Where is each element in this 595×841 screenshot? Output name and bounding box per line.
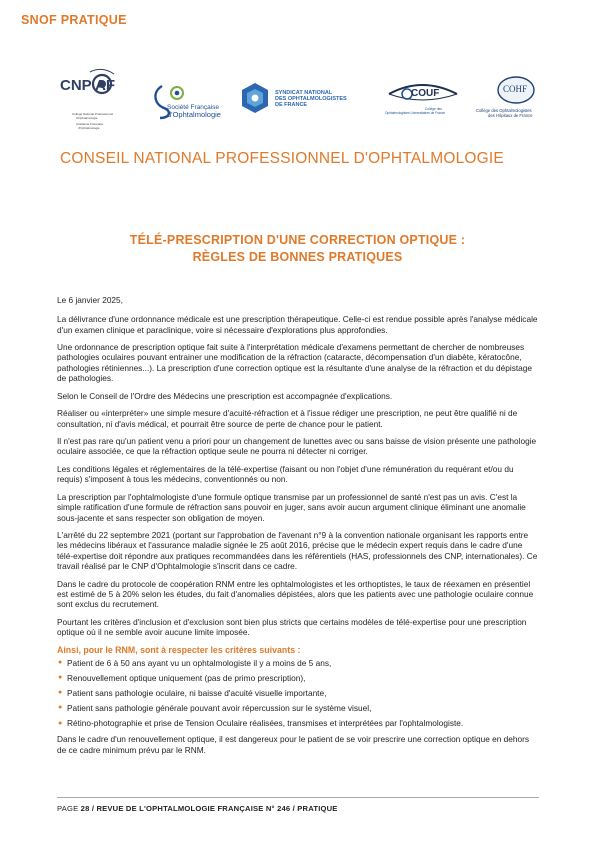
list-item — [57, 703, 539, 713]
paragraph: Il n'est pas rare qu'un patient venu a priori pour un changement de lunettes avec ou sans baisse de vision présente une pathologie oculaire associée, ce que la réfraction optique seule ne pourra ni détecter ni corriger. — [57, 436, 537, 457]
snof-hexagon-icon — [240, 82, 270, 114]
snof-line1: SYNDICAT NATIONAL — [275, 90, 333, 96]
cohf-line1: Collège des Ophtalmologistes — [476, 108, 532, 113]
sfo-line2: d'Ophtalmologie — [167, 110, 221, 119]
bullet-icon: ● — [58, 674, 63, 682]
cnp-line2: d'Ophtalmologie — [76, 116, 98, 120]
cohf-logo-name: COHF — [503, 84, 528, 94]
closing-paragraph: Dans le cadre d'un renouvellement optique, il est dangereux pour le patient de se voir prescrire une correction optique en dehors de ce cadre minimum prévu par le RNM. — [57, 734, 530, 755]
bullet-icon: ● — [58, 719, 63, 727]
cohf-logo-text — [476, 108, 560, 118]
paragraph: Dans le cadre du protocole de coopération RNM entre les ophtalmologistes et les orthoptistes, le taux de réexamen en présentiel est estimé de 5 à 20% selon les études, du fait d'anomalies dépistées, alors que les patients avec une pathologie oculaire connue sont exclus du recrutement. — [57, 578, 534, 610]
paragraph: Une ordonnance de prescription optique fait suite à l'interprétation médicale d'examens permettant de chercher de nombreuses pathologies oculaires pouvant entrainer une modification de la réfraction (cataracte, décompensation d'un diabète, kératocône, pathologies rétiniennes...). La prescription d'une correction optique est la résultante d'une analyse de la réfraction et du dépistage de pathologies. — [57, 342, 533, 384]
page-title: CONSEIL NATIONAL PROFESSIONNEL D'OPHTALMOLOGIE — [60, 150, 504, 167]
top-bar — [0, 0, 595, 40]
criterion-text: Rétino-photographie et prise de Tension Oculaire réalisées, transmises et interprétées par l'ophtalmologiste. — [67, 718, 464, 729]
sfo-logo — [150, 82, 230, 122]
cohf-line2: des Hôpitaux de France — [488, 113, 533, 118]
paragraph: Réaliser ou «interpréter» une simple mesure d'acuité-réfraction et à l'issue rédiger une prescription, ne peut être qualifié ni de consultation, ni d'avis médical, et pourrait être source de perte de chance pour le patient. — [57, 408, 518, 429]
footer-page-label: PAGE — [57, 804, 79, 813]
snof-logo-text — [275, 90, 347, 108]
sfo-logo-text — [167, 104, 221, 118]
bullet-icon: ● — [58, 659, 63, 667]
criterion-text: Renouvellement optique uniquement (pas de primo prescription), — [67, 672, 306, 683]
couf-line2: Ophtalmologistes Universitaires de France — [385, 111, 446, 115]
criterion-text: Patient sans pathologie oculaire, ni baisse d'acuité visuelle importante, — [67, 687, 327, 698]
logo-row — [0, 68, 595, 138]
footer-journal: / REVUE DE L'OPHTALMOLOGIE FRANÇAISE N° 246 / PRATIQUE — [91, 804, 338, 813]
paragraph: Les conditions légales et réglementaires de la télé-expertise (faisant ou non l'objet d'une rémunération du requérant et/ou du requis) s'imposent à tous les médecins, conventionnés ou non. — [57, 464, 514, 485]
subtitle-line2: RÈGLES DE BONNES PRATIQUES — [192, 249, 403, 264]
criterion-text: Patient de 6 à 50 ans ayant vu un ophtalmologiste il y a moins de 5 ans, — [67, 657, 332, 668]
paragraph: La prescription par l'ophtalmologiste d'une formule optique transmise par un professionnel de santé n'est pas un avis. C'est la simple ratification d'une formule de réfraction sans pouvoir en juger, sans avoir aucun argument clinique éliminant une anomalie sous-jacente et sans respecter son obligation de moyen. — [57, 491, 526, 523]
section-tag: SNOF PRATIQUE — [21, 13, 127, 27]
list-item — [57, 688, 539, 698]
paragraph: La délivrance d'une ordonnance médicale est une prescription thérapeutique. Celle-ci est rendue possible après l'analyse médicale d'un examen clinique et paraclinique, voire si nécessaire d'explorations plus approfondies. — [57, 314, 538, 335]
couf-logo-text — [385, 107, 465, 115]
snof-line3: DE FRANCE — [275, 102, 308, 108]
article-subtitle — [0, 232, 595, 265]
cnp-af-logo — [58, 68, 118, 136]
cnp-logo-name: CNP AF — [60, 77, 116, 94]
paragraph: L'arrêté du 22 septembre 2021 (portant sur l'approbation de l'avenant n°9 à la convention nationale organisant les rapports entre les médecins libéraux et l'assurance maladie signée le 25 août 2016, précise que le médecin expert requis dans le cadre d'une télé-expertise doit répondre aux pratiques recommandées dans les référentiels (HAS, professionnels des CNP, internationales). Ce travail réalisé par le CNP d'Ophtalmologie s'inscrit dans ce cadre. — [57, 530, 538, 572]
criterion-text: Patient sans pathologie générale pouvant avoir répercussion sur le système visuel, — [67, 702, 372, 713]
couf-logo-name: COUF — [411, 88, 440, 99]
snof-line2: DES OPHTALMOLOGISTES — [275, 96, 347, 102]
list-item — [57, 658, 539, 668]
cohf-logo — [478, 76, 558, 121]
footer-divider — [57, 797, 539, 798]
list-item — [57, 718, 539, 728]
subtitle-line1: TÉLÉ-PRESCRIPTION D'UNE CORRECTION OPTIQUE : — [129, 233, 466, 247]
rnm-criteria-list — [57, 658, 539, 729]
article-date: Le 6 janvier 2025, — [57, 295, 123, 305]
page-footer — [57, 804, 338, 813]
couf-line1: Collège des — [425, 107, 442, 111]
couf-logo — [385, 82, 460, 120]
bullet-icon: ● — [58, 689, 63, 697]
list-item — [57, 673, 539, 683]
bullet-icon: ● — [58, 704, 63, 712]
paragraph: Selon le Conseil de l'Ordre des Médecins une prescription est accompagnée d'explications. — [57, 390, 393, 401]
paragraph: Pourtant les critères d'inclusion et d'exclusion sont bien plus stricts que certains modèles de télé-expertise pour une prescription optique où il ne semble avoir aucune limite imposée. — [57, 616, 527, 638]
footer-page-number: 28 — [80, 804, 90, 813]
cnp-line4: d'Ophtalmologie — [78, 126, 100, 130]
cnp-line1: Collège National Professionnel — [72, 112, 114, 116]
cnp-line3: Académie Française — [76, 122, 104, 126]
sfo-line1: Société Française — [167, 104, 220, 111]
rnm-criteria-heading: Ainsi, pour le RNM, sont à respecter les critères suivants : — [57, 645, 301, 656]
article-body — [57, 295, 539, 762]
snof-logo — [240, 82, 380, 116]
